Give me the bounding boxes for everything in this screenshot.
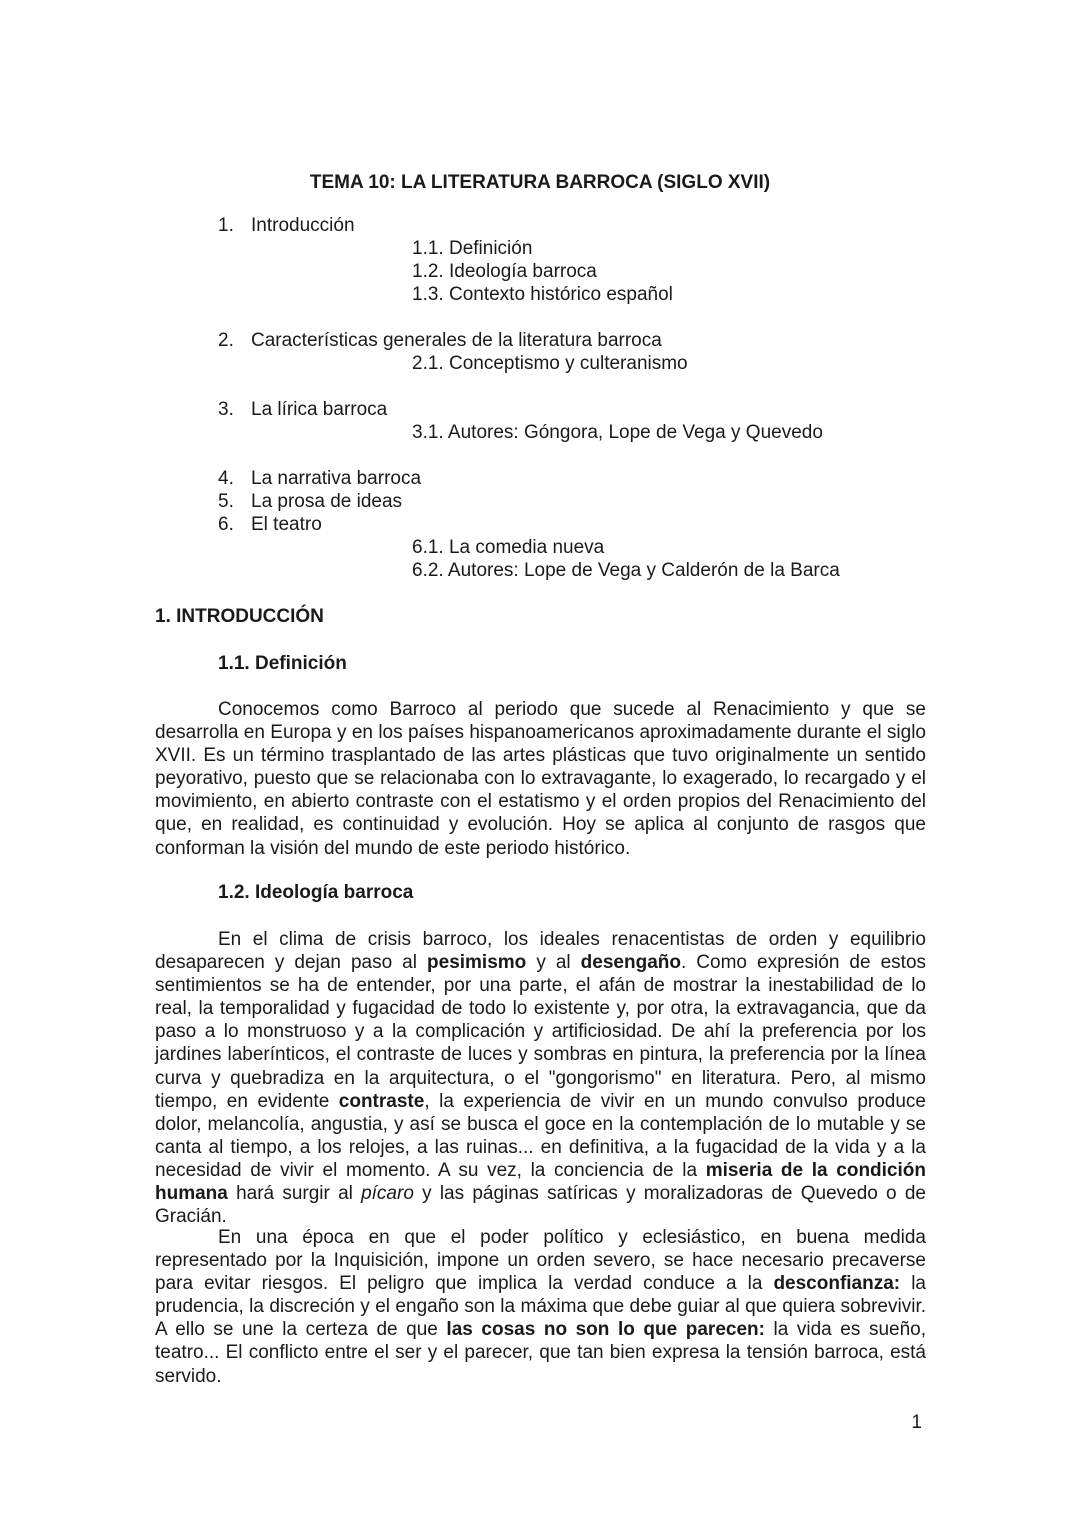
toc-sublabel: 6.1. La comedia nueva	[412, 537, 605, 558]
subsection-heading: 1.2. Ideología barroca	[218, 882, 414, 903]
toc-label: La narrativa barroca	[251, 468, 422, 489]
text-run: la prudencia, la discreción y el engaño son la máxima que debe guiar al que quiera sobrevivir. A ello se une la certeza de que	[155, 1273, 926, 1341]
toc-item-2	[0, 329, 1080, 352]
toc-sublabel: 6.2. Autores: Lope de Vega y Calderón de la Barca	[412, 560, 840, 581]
bold-term: desconfianza:	[773, 1273, 901, 1295]
toc-subitem-3-1	[0, 421, 1080, 444]
text-run: la vida es sueño, teatro... El conflicto entre el ser y el parecer, que tan bien expresa la tensión barroca, está servido.	[155, 1319, 926, 1387]
page-title: TEMA 10: LA LITERATURA BARROCA (SIGLO XVII)	[309, 172, 771, 193]
text-run: , la experiencia de vivir en un mundo convulso produce dolor, melancolía, angustia, y así se busca el goce en la contemplación de lo mutable y se canta al tiempo, a los relojes, a las ruinas... en definitiva, a la fugacidad de la vida y a la necesidad de vivir el momento. A su vez, la conciencia de la	[155, 1090, 926, 1181]
toc-label: El teatro	[251, 514, 322, 535]
bold-term: contraste	[338, 1090, 425, 1112]
bold-term: las cosas no son lo que parecen:	[446, 1319, 765, 1341]
toc-subitem-1-2	[0, 260, 1080, 283]
toc-label: Características generales de la literatura barroca	[251, 330, 662, 351]
bold-term: desengaño	[580, 952, 681, 974]
subsection-heading: 1.1. Definición	[218, 653, 347, 674]
toc-number: 2.	[218, 330, 234, 351]
toc-label: La lírica barroca	[251, 399, 388, 420]
toc-number: 6.	[218, 514, 234, 535]
toc-label: Introducción	[251, 215, 355, 236]
text-run: . Como expresión de estos sentimientos se ha de entender, por una parte, el afán de mostrar la inestabilidad de lo real, la temporalidad y fugacidad de todo lo existente y, por otra, la extravagancia, que da paso a lo monstruoso y a la complicación y artificiosidad. De ahí la preferencia por los jardines laberínticos, el contraste de luces y sombras en pintura, la preferencia por la línea curva y quebradiza en la arquitectura, o el "gongorismo" en literatura. Pero, al mismo tiempo, en evidente	[155, 952, 927, 1112]
bold-term: pesimismo	[427, 952, 527, 974]
text-run: y las páginas satíricas y moralizadoras de Quevedo o de Gracián.	[155, 1183, 926, 1228]
text-run: hará surgir al	[227, 1183, 362, 1205]
paragraph-definicion: Conocemos como Barroco al periodo que sucede al Renacimiento y que se desarrolla en Europa y en los países hispanoamericanos aproximadamente durante el siglo XVII. Es un término trasplantado de las artes plásticas que tuvo originalmente un sentido peyorativo, puesto que se relacionaba con lo extravagante, lo exagerado, lo recargado y el movimiento, en abierto contraste con el estatismo y el orden propios del Renacimiento del que, en realidad, es continuidad y evolución. Hoy se aplica al conjunto de rasgos que conforman la visión del mundo de este periodo histórico.	[155, 699, 926, 859]
toc-sublabel: 2.1. Conceptismo y culteranismo	[412, 353, 688, 374]
toc-sublabel: 1.1. Definición	[412, 238, 533, 259]
toc-item-3	[0, 398, 1080, 421]
section-heading: 1. INTRODUCCIÓN	[155, 606, 324, 627]
toc-sublabel: 1.3. Contexto histórico español	[412, 284, 673, 305]
toc-number: 1.	[218, 215, 234, 236]
toc-subitem-6-2	[0, 559, 1080, 582]
toc-subitem-1-3	[0, 283, 1080, 306]
toc-number: 3.	[218, 399, 234, 420]
toc-item-4	[0, 467, 1080, 490]
text-run: En el clima de crisis barroco, los ideales renacentistas de orden y equilibrio desaparecen y dejan paso al	[155, 929, 926, 974]
toc-subitem-6-1	[0, 536, 1080, 559]
toc-subitem-2-1	[0, 352, 1080, 375]
toc-number: 4.	[218, 468, 234, 489]
text-run: y al	[526, 952, 581, 974]
toc-label: La prosa de ideas	[251, 491, 403, 512]
toc-sublabel: 1.2. Ideología barroca	[412, 261, 597, 282]
toc-item-6	[0, 513, 1080, 536]
toc-item-1	[0, 214, 1080, 237]
table-of-contents	[0, 214, 1080, 582]
page-number: 1	[911, 1412, 922, 1433]
toc-sublabel: 3.1. Autores: Góngora, Lope de Vega y Quevedo	[412, 422, 823, 443]
toc-subitem-1-1	[0, 237, 1080, 260]
paragraph-ideologia-2	[155, 1226, 926, 1388]
bold-term: miseria de la condición humana	[155, 1159, 926, 1205]
toc-item-5	[0, 490, 1080, 513]
toc-number: 5.	[218, 491, 234, 512]
italic-term: pícaro	[361, 1183, 414, 1205]
text-run: En una época en que el poder político y eclesiástico, en buena medida representado por la Inquisición, impone un orden severo, se hace necesario precaverse para evitar riesgos. El peligro que implica la verdad conduce a la	[155, 1227, 926, 1295]
paragraph-ideologia-1	[155, 928, 926, 1228]
